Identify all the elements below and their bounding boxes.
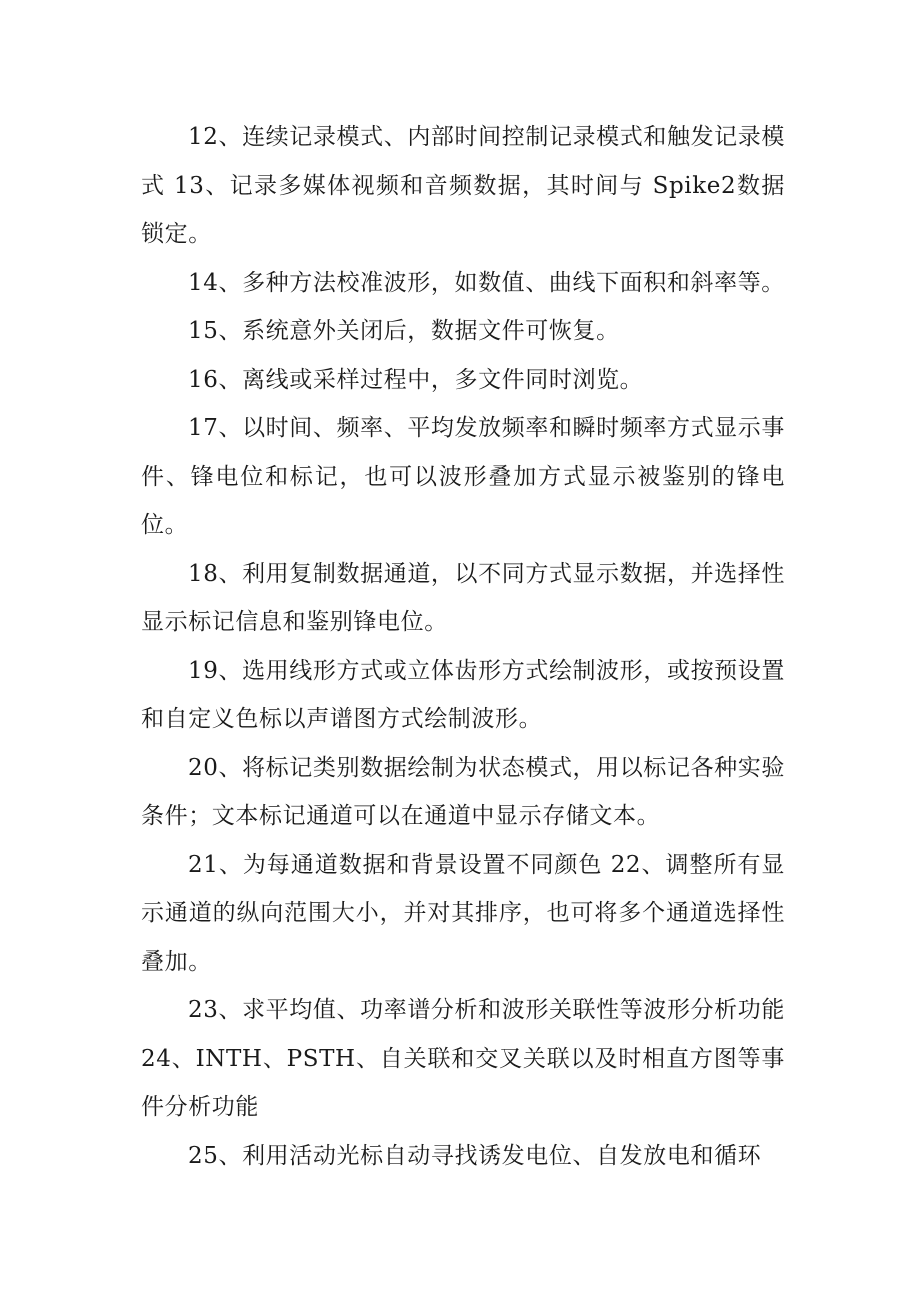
paragraph-23-24: 23、求平均值、功率谱分析和波形关联性等波形分析功能 24、INTH、PSTH、自关联和交叉关联以及时相直方图等事件分析功能: [141, 997, 785, 1120]
paragraph-17: 17、以时间、频率、平均发放频率和瞬时频率方式显示事件、锋电位和标记，也可以波形叠加方式显示被鉴别的锋电位。: [141, 415, 785, 538]
paragraph-21-22: 21、为每通道数据和背景设置不同颜色 22、调整所有显示通道的纵向范围大小，并对其排序，也可将多个通道选择性叠加。: [141, 851, 785, 975]
document-body: [141, 113, 785, 1180]
paragraph-20: 20、将标记类别数据绘制为状态模式，用以标记各种实验条件；文本标记通道可以在通道中显示存储文本。: [141, 754, 785, 829]
paragraph-25: 25、利用活动光标自动寻找诱发电位、自发放电和循环: [188, 1142, 762, 1169]
paragraph-16: 16、离线或采样过程中，多文件同时浏览。: [188, 366, 644, 393]
paragraph-14: 14、多种方法校准波形，如数值、曲线下面积和斜率等。: [188, 269, 785, 296]
paragraph-18: 18、利用复制数据通道，以不同方式显示数据，并选择性显示标记信息和鉴别锋电位。: [141, 560, 785, 635]
paragraph-15: 15、系统意外关闭后，数据文件可恢复。: [188, 318, 620, 344]
paragraph-19: 19、选用线形方式或立体齿形方式绘制波形，或按预设置和自定义色标以声谱图方式绘制波形。: [141, 657, 785, 732]
paragraph-12-13: 12、连续记录模式、内部时间控制记录模式和触发记录模式 13、记录多媒体视频和音频数据，其时间与 Spike2数据锁定。: [141, 124, 785, 247]
